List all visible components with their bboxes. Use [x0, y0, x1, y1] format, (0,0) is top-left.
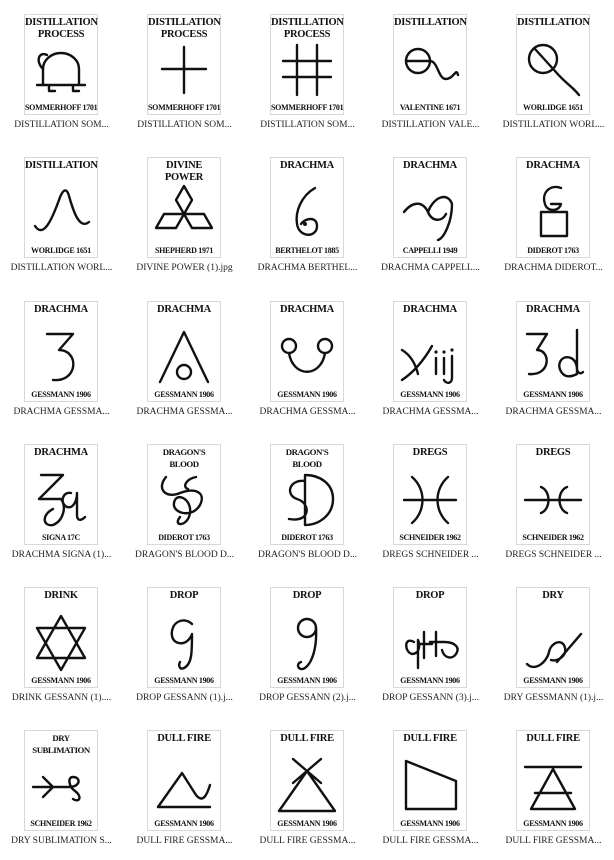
thumbnail-attribution: GESSMANN 1906: [523, 819, 583, 828]
triangle-wave-symbol-icon: [152, 755, 216, 815]
thumbnail-title: DROP: [415, 590, 445, 601]
file-name-label[interactable]: DRACHMA SIGNA (1)...: [11, 550, 112, 560]
thumbnail-title: DRAGON'S BLOOD: [162, 447, 206, 469]
file-name-label[interactable]: DRACHMA GESSMA...: [259, 407, 356, 417]
file-tile[interactable]: [246, 287, 369, 430]
thumbnail-title: DROP: [169, 590, 199, 601]
file-thumbnail[interactable]: [516, 587, 590, 688]
file-thumbnail[interactable]: [393, 730, 467, 831]
thumbnail-attribution: DIDEROT 1763: [158, 533, 210, 542]
thumbnail-title: DRACHMA: [34, 447, 88, 458]
file-tile[interactable]: [369, 716, 492, 859]
three-d-symbol-icon: [521, 326, 585, 386]
file-tile[interactable]: [246, 573, 369, 716]
arrow-loop-symbol-icon: [29, 755, 93, 815]
thumbnail-attribution: GESSMANN 1906: [31, 676, 91, 685]
file-tile[interactable]: [246, 430, 369, 573]
file-thumbnail[interactable]: [393, 301, 467, 402]
file-tile[interactable]: [246, 716, 369, 859]
file-thumbnail[interactable]: [270, 14, 344, 115]
thumbnail-title: DRACHMA: [280, 160, 334, 171]
thumbnail-attribution: SCHNEIDER 1962: [399, 533, 461, 542]
file-tile[interactable]: [0, 0, 123, 143]
l-triangle-symbol-icon: [398, 755, 462, 815]
thumbnail-title: DROP: [292, 590, 322, 601]
hook-six-symbol-icon: [275, 182, 339, 242]
file-thumbnail[interactable]: [516, 301, 590, 402]
file-name-label[interactable]: DISTILLATION WORL...: [502, 120, 605, 130]
thumbnail-attribution: GESSMANN 1906: [154, 819, 214, 828]
thumbnail-attribution: GESSMANN 1906: [523, 676, 583, 685]
smile-circles-symbol-icon: [275, 326, 339, 386]
file-thumbnail[interactable]: [24, 730, 98, 831]
thumbnail-title: DRACHMA: [280, 304, 334, 315]
file-name-label[interactable]: DRACHMA GESSMA...: [13, 407, 110, 417]
thumbnail-attribution: GESSMANN 1906: [277, 676, 337, 685]
thumbnail-attribution: DIDEROT 1763: [281, 533, 333, 542]
file-thumbnail[interactable]: [147, 157, 221, 258]
file-name-label[interactable]: DRAGON'S BLOOD D...: [134, 550, 235, 560]
thumbnail-attribution: SCHNEIDER 1962: [522, 533, 584, 542]
thumbnail-attribution: SIGNA 17C: [42, 533, 80, 542]
file-thumbnail[interactable]: [147, 301, 221, 402]
file-tile[interactable]: [369, 0, 492, 143]
thumbnail-title: DISTILLATION PROCESS: [25, 17, 98, 40]
file-tile[interactable]: [0, 716, 123, 859]
file-tile[interactable]: [369, 287, 492, 430]
file-tile[interactable]: [492, 716, 614, 859]
thumbnail-attribution: VALENTINE 1671: [399, 103, 461, 112]
thumbnail-title: DRY: [542, 590, 564, 601]
file-name-label[interactable]: DISTILLATION SOM...: [14, 120, 109, 130]
file-tile[interactable]: [123, 573, 246, 716]
file-thumbnail[interactable]: [270, 444, 344, 545]
file-name-label[interactable]: DISTILLATION WORL...: [10, 263, 113, 273]
thumbnail-title: DISTILLATION PROCESS: [148, 17, 221, 40]
thumbnail-attribution: GESSMANN 1906: [277, 819, 337, 828]
file-thumbnail[interactable]: [24, 301, 98, 402]
file-thumbnail[interactable]: [24, 157, 98, 258]
file-thumbnail[interactable]: [270, 157, 344, 258]
thumbnail-attribution: GESSMANN 1906: [400, 390, 460, 399]
thumbnail-title: DISTILLATION: [517, 17, 590, 28]
s-d-symbol-icon: [275, 469, 339, 529]
file-thumbnail[interactable]: [270, 301, 344, 402]
file-name-label[interactable]: DROP GESSANN (1).j...: [136, 693, 233, 703]
thumbnail-attribution: GESSMANN 1906: [523, 390, 583, 399]
file-thumbnail[interactable]: [147, 587, 221, 688]
file-tile[interactable]: [123, 430, 246, 573]
g-loop-symbol-icon: [275, 612, 339, 672]
file-name-label[interactable]: DROP GESSANN (3).j...: [382, 693, 479, 703]
lambda-symbol-icon: [29, 182, 93, 242]
file-tile[interactable]: [0, 143, 123, 286]
file-thumbnail[interactable]: [516, 444, 590, 545]
thumbnail-attribution: BERTHELOT 1885: [275, 246, 339, 255]
file-thumbnail[interactable]: [270, 587, 344, 688]
file-name-label[interactable]: DRINK GESSANN (1)....: [11, 693, 112, 703]
file-name-label[interactable]: DULL FIRE GESSMA...: [505, 836, 602, 846]
thumbnail-attribution: GESSMANN 1906: [154, 676, 214, 685]
file-thumbnail[interactable]: [516, 157, 590, 258]
arc-line-symbol-icon: [521, 469, 585, 529]
file-name-label[interactable]: DIVINE POWER (1).jpg: [136, 263, 233, 273]
file-thumbnail[interactable]: [516, 14, 590, 115]
file-tile[interactable]: [492, 573, 614, 716]
thumbnail-attribution: WORLIDGE 1651: [523, 103, 583, 112]
file-tile[interactable]: [123, 287, 246, 430]
file-thumbnail[interactable]: [516, 730, 590, 831]
thumbnail-title: DISTILLATION: [394, 17, 467, 28]
file-thumbnail[interactable]: [24, 14, 98, 115]
thumbnail-title: DRACHMA: [403, 160, 457, 171]
file-tile[interactable]: [123, 0, 246, 143]
three-diamond-symbol-icon: [152, 182, 216, 242]
thumbnail-title: DRACHMA: [526, 304, 580, 315]
thumbnail-attribution: DIDEROT 1763: [527, 246, 579, 255]
thumbnail-attribution: SOMMERHOFF 1701: [25, 103, 98, 112]
file-thumbnail[interactable]: [393, 14, 467, 115]
file-tile[interactable]: [0, 287, 123, 430]
thumbnail-attribution: SHEPHERD 1971: [154, 246, 214, 255]
thumbnail-attribution: GESSMANN 1906: [154, 390, 214, 399]
file-tile[interactable]: [492, 143, 614, 286]
thumbnail-title: DREGS: [535, 447, 571, 458]
file-thumbnail[interactable]: [393, 587, 467, 688]
three-symbol-icon: [29, 326, 93, 386]
thumbnail-title: DIVINE POWER: [164, 160, 204, 183]
thumbnail-title: DISTILLATION: [25, 160, 98, 171]
thumbnail-title: DULL FIRE: [403, 733, 457, 744]
g-hook-symbol-icon: [152, 612, 216, 672]
thumbnail-attribution: SOMMERHOFF 1701: [271, 103, 344, 112]
thumbnail-attribution: GESSMANN 1906: [277, 390, 337, 399]
hexagram-symbol-icon: [29, 612, 93, 672]
z-a-symbol-icon: [29, 469, 93, 529]
twin-arch-symbol-icon: [29, 39, 93, 99]
file-thumbnail[interactable]: [147, 730, 221, 831]
thumbnail-attribution: GESSMANN 1906: [400, 676, 460, 685]
file-name-label[interactable]: DROP GESSANN (2).j...: [259, 693, 356, 703]
file-tile[interactable]: [492, 287, 614, 430]
thumbnail-title: DRACHMA: [34, 304, 88, 315]
file-name-label[interactable]: DISTILLATION VALE...: [381, 120, 480, 130]
file-tile[interactable]: [0, 573, 123, 716]
gtt-symbol-icon: [398, 612, 462, 672]
file-thumbnail[interactable]: [24, 587, 98, 688]
bird-hook-symbol-icon: [398, 182, 462, 242]
thumbnail-title: DRACHMA: [157, 304, 211, 315]
file-name-label[interactable]: DRACHMA DIDEROT...: [504, 263, 603, 273]
file-tile[interactable]: [369, 430, 492, 573]
file-name-label[interactable]: DRAGON'S BLOOD D...: [257, 550, 358, 560]
file-tile[interactable]: [492, 0, 614, 143]
file-tile[interactable]: [246, 143, 369, 286]
triangle-cross-symbol-icon: [275, 755, 339, 815]
file-tile[interactable]: [0, 430, 123, 573]
file-name-label[interactable]: DRACHMA GESSMA...: [382, 407, 479, 417]
circle-wave-symbol-icon: [398, 39, 462, 99]
file-tile[interactable]: [369, 143, 492, 286]
g-box-symbol-icon: [521, 182, 585, 242]
thumbnail-title: DRY SUBLIMATION: [32, 733, 90, 755]
file-tile[interactable]: [246, 0, 369, 143]
yiij-symbol-icon: [398, 326, 462, 386]
file-thumbnail[interactable]: [147, 14, 221, 115]
thumbnail-attribution: CAPPELLI 1949: [402, 246, 458, 255]
thumbnail-title: DREGS: [412, 447, 448, 458]
double-cross-symbol-icon: [275, 39, 339, 99]
file-thumbnail[interactable]: [393, 157, 467, 258]
file-name-label[interactable]: DRY GESSMANN (1).j...: [503, 693, 604, 703]
thumbnail-title: DULL FIRE: [526, 733, 580, 744]
file-name-label[interactable]: DRY SUBLIMATION S...: [11, 836, 112, 846]
file-name-label[interactable]: DREGS SCHNEIDER ...: [382, 550, 479, 560]
file-thumbnail[interactable]: [24, 444, 98, 545]
thumbnail-title: DRACHMA: [403, 304, 457, 315]
file-name-label[interactable]: DULL FIRE GESSMA...: [259, 836, 356, 846]
file-name-label[interactable]: DRACHMA GESSMA...: [505, 407, 602, 417]
thumbnail-attribution: SCHNEIDER 1962: [30, 819, 92, 828]
thumbnail-title: DULL FIRE: [280, 733, 334, 744]
thumbnail-title: DRINK: [44, 590, 78, 601]
file-tile[interactable]: [369, 573, 492, 716]
file-name-label[interactable]: DISTILLATION SOM...: [260, 120, 355, 130]
file-name-label[interactable]: DREGS SCHNEIDER ...: [505, 550, 602, 560]
file-name-label[interactable]: DRACHMA GESSMA...: [136, 407, 233, 417]
file-tile[interactable]: [492, 430, 614, 573]
file-thumbnail[interactable]: [147, 444, 221, 545]
file-name-label[interactable]: DULL FIRE GESSMA...: [136, 836, 233, 846]
cross-symbol-icon: [152, 39, 216, 99]
thumbnail-title: DULL FIRE: [157, 733, 211, 744]
file-name-label[interactable]: DRACHMA BERTHEL...: [257, 263, 358, 273]
file-name-label[interactable]: DISTILLATION SOM...: [137, 120, 232, 130]
triangle-bar-symbol-icon: [521, 755, 585, 815]
thumbnail-attribution: GESSMANN 1906: [400, 819, 460, 828]
thumbnail-title: DRACHMA: [526, 160, 580, 171]
thumbnail-title: DISTILLATION PROCESS: [271, 17, 344, 40]
thumbnail-attribution: GESSMANN 1906: [31, 390, 91, 399]
s-slash-symbol-icon: [521, 612, 585, 672]
file-name-label[interactable]: DULL FIRE GESSMA...: [382, 836, 479, 846]
thumbnail-attribution: WORLIDGE 1651: [31, 246, 91, 255]
file-tile[interactable]: [123, 143, 246, 286]
file-thumbnail[interactable]: [393, 444, 467, 545]
thumbnail-attribution: SOMMERHOFF 1701: [148, 103, 221, 112]
file-tile[interactable]: [123, 716, 246, 859]
pisces-symbol-icon: [398, 469, 462, 529]
file-thumbnail[interactable]: [270, 730, 344, 831]
thumbnail-title: DRAGON'S BLOOD: [285, 447, 329, 469]
lambda-circle-symbol-icon: [152, 326, 216, 386]
circle-tail-symbol-icon: [521, 39, 585, 99]
loop-knot-symbol-icon: [152, 469, 216, 529]
file-name-label[interactable]: DRACHMA CAPPELL...: [381, 263, 480, 273]
